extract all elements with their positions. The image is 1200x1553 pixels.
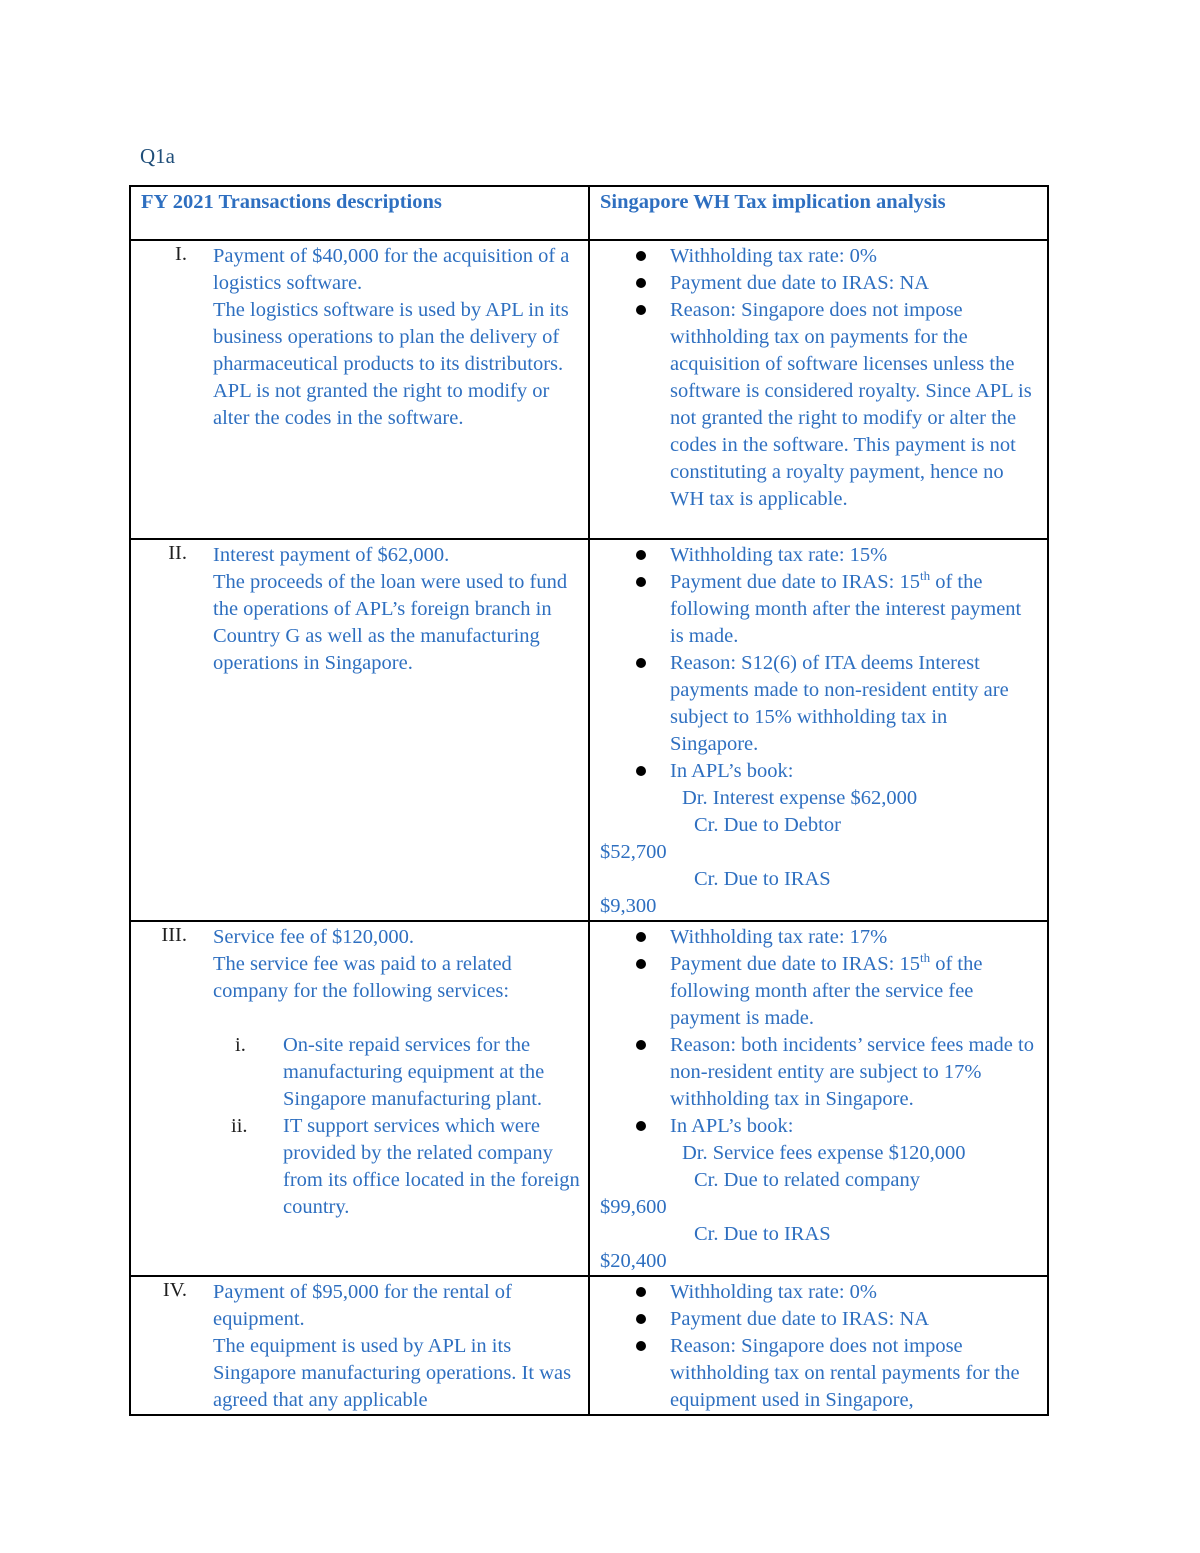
- bullet-icon: [600, 243, 670, 270]
- bullet-item: Reason: S12(6) of ITA deems Interest payments made to non-resident entity are subject to 15% withholding tax in Singapore.: [600, 650, 1039, 758]
- table-header-row: [130, 186, 1048, 240]
- bullet-item: Withholding tax rate: 0%: [600, 243, 1039, 270]
- transaction-description-cell: [130, 1276, 589, 1415]
- transaction-summary: Payment of $40,000 for the acquisition of a logistics software.: [213, 245, 570, 294]
- journal-credit-2-amount: $20,400: [600, 1250, 667, 1272]
- journal-credit-1-amount: $99,600: [600, 1196, 667, 1218]
- journal-credit-2: Cr. Due to IRAS: [694, 1223, 831, 1245]
- transaction-detail: The service fee was paid to a related company for the following services:: [213, 953, 512, 1002]
- transaction-detail: The logistics software is used by APL in its business operations to plan the delivery of pharmaceutical products to its distributors. APL is not granted the right to modify or alter the codes in the software.: [213, 299, 569, 429]
- bullet-item: Withholding tax rate: 15%: [600, 542, 1039, 569]
- bullet-icon: [600, 1333, 670, 1414]
- transaction-detail: The equipment is used by APL in its Singapore manufacturing operations. It was agreed that any applicable: [213, 1335, 572, 1411]
- header-transactions: FY 2021 Transactions descriptions: [130, 186, 589, 240]
- analysis-cell: [589, 240, 1048, 539]
- sub-list-item: [213, 1032, 580, 1113]
- bullet-icon: [600, 924, 670, 951]
- bullet-icon: [600, 542, 670, 569]
- sub-item-number: i.: [235, 1034, 246, 1056]
- question-label: Q1a: [140, 144, 175, 168]
- transactions-table: [129, 185, 1049, 1416]
- journal-credit-2-amount: $9,300: [600, 895, 657, 917]
- transaction-summary: Interest payment of $62,000.: [213, 544, 450, 566]
- bullet-item: Payment due date to IRAS: NA: [600, 270, 1039, 297]
- journal-debit: Dr. Service fees expense $120,000: [682, 1142, 966, 1164]
- transaction-summary: Service fee of $120,000.: [213, 926, 414, 948]
- sub-item-text: On-site repaid services for the manufacturing equipment at the Singapore manufacturing plant.: [283, 1034, 545, 1110]
- bullet-icon: [600, 650, 670, 758]
- journal-credit-1: Cr. Due to Debtor: [694, 814, 841, 836]
- bullet-icon: [600, 297, 670, 513]
- bullet-item: Payment due date to IRAS: 15th of the following month after the interest payment is made.: [600, 569, 1039, 650]
- bullet-icon: [600, 758, 670, 785]
- row-number: I.: [175, 243, 187, 265]
- transaction-summary: Payment of $95,000 for the rental of equipment.: [213, 1281, 512, 1330]
- bullet-item: Reason: Singapore does not impose withholding tax on payments for the acquisition of software licenses unless the software is considered royalty. Since APL is not granted the right to modify or alter the codes in the software. This payment is not constituting a royalty payment, hence no WH tax is applicable.: [600, 297, 1039, 513]
- bullet-icon: [600, 1306, 670, 1333]
- sub-item-text: IT support services which were provided by the related company from its office located in the foreign country.: [283, 1115, 580, 1218]
- journal-credit-1: Cr. Due to related company: [694, 1169, 921, 1191]
- transaction-description-cell: [130, 921, 589, 1276]
- sub-item-number: ii.: [231, 1115, 248, 1137]
- table-row: [130, 921, 1048, 1276]
- bullet-item: Reason: Singapore does not impose withholding tax on rental payments for the equipment used in Singapore,: [600, 1333, 1039, 1414]
- journal-debit: Dr. Interest expense $62,000: [682, 787, 918, 809]
- row-number: II.: [168, 542, 187, 564]
- bullet-icon: [600, 951, 670, 1032]
- bullet-icon: [600, 1113, 670, 1140]
- table-row: [130, 1276, 1048, 1415]
- header-analysis: Singapore WH Tax implication analysis: [589, 186, 1048, 240]
- transaction-detail: The proceeds of the loan were used to fund the operations of APL’s foreign branch in Country G as well as the manufacturing operations in Singapore.: [213, 571, 568, 674]
- bullet-item: In APL’s book:: [600, 758, 1039, 785]
- journal-credit-2: Cr. Due to IRAS: [694, 868, 831, 890]
- row-number: III.: [161, 924, 187, 946]
- bullet-item: Payment due date to IRAS: NA: [600, 1306, 1039, 1333]
- bullet-item: In APL’s book:: [600, 1113, 1039, 1140]
- bullet-icon: [600, 270, 670, 297]
- table-row: [130, 240, 1048, 539]
- sub-list-item: [213, 1113, 580, 1221]
- analysis-cell: [589, 921, 1048, 1276]
- journal-credit-1-amount: $52,700: [600, 841, 667, 863]
- bullet-item: Reason: both incidents’ service fees made to non-resident entity are subject to 17% withholding tax in Singapore.: [600, 1032, 1039, 1113]
- transaction-description-cell: [130, 539, 589, 921]
- table-row: [130, 539, 1048, 921]
- bullet-item: Withholding tax rate: 17%: [600, 924, 1039, 951]
- bullet-item: Withholding tax rate: 0%: [600, 1279, 1039, 1306]
- bullet-icon: [600, 1032, 670, 1113]
- bullet-icon: [600, 1279, 670, 1306]
- bullet-item: Payment due date to IRAS: 15th of the following month after the service fee payment is made.: [600, 951, 1039, 1032]
- analysis-cell: [589, 539, 1048, 921]
- row-number: IV.: [162, 1279, 187, 1301]
- transaction-description-cell: [130, 240, 589, 539]
- analysis-cell: [589, 1276, 1048, 1415]
- bullet-icon: [600, 569, 670, 650]
